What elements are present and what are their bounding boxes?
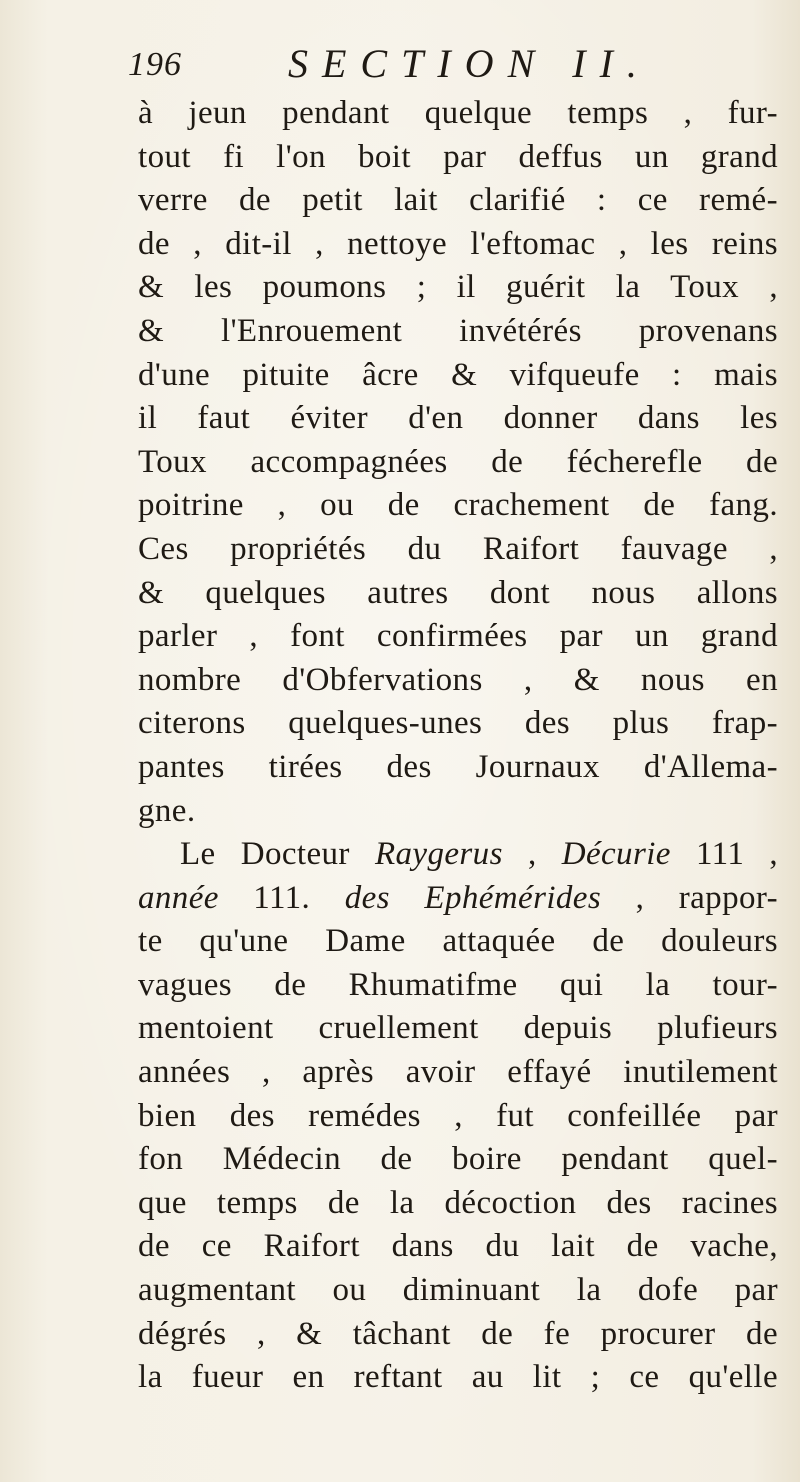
text-line: [138, 397, 778, 441]
italic-text: Décurie: [561, 836, 671, 873]
text-segment: vagues de Rhumatifme qui la tour-: [138, 966, 778, 1003]
text-line: [138, 310, 778, 354]
text-segment: , rappor-: [601, 879, 778, 916]
text-line: [138, 528, 778, 572]
text-line: [138, 1138, 778, 1182]
text-segment: mentoient cruellement depuis plufieurs: [138, 1010, 778, 1047]
text-segment: & quelques autres dont nous allons: [138, 574, 778, 611]
text-line: [138, 790, 778, 834]
text-line: [138, 441, 778, 485]
text-segment: bien des remédes , fut confeillée par: [138, 1097, 778, 1134]
text-line: [138, 1182, 778, 1226]
text-line: [138, 877, 778, 921]
text-line: [138, 223, 778, 267]
italic-text: Raygerus: [374, 836, 503, 873]
text-line: [138, 136, 778, 180]
text-line: [138, 833, 778, 877]
text-segment: de , dit-il , nettoye l'eftomac , les reins: [138, 225, 778, 262]
text-segment: de ce Raifort dans du lait de vache,: [138, 1228, 778, 1265]
running-head: SECTION II.: [288, 41, 651, 86]
text-line: [138, 1269, 778, 1313]
text-line: [138, 266, 778, 310]
text-line: [138, 1225, 778, 1269]
text-segment: gne.: [138, 792, 196, 829]
text-segment: te qu'une Dame attaquée de douleurs: [138, 923, 778, 960]
text-line: [138, 746, 778, 790]
page-number: 196: [128, 46, 182, 83]
text-segment: fon Médecin de boire pendant quel-: [138, 1141, 778, 1178]
text-line: [138, 615, 778, 659]
italic-text: année: [138, 879, 219, 916]
text-segment: Le Docteur: [180, 836, 375, 873]
text-line: [138, 1356, 778, 1400]
text-segment: que temps de la décoction des racines: [138, 1184, 778, 1221]
text-segment: à jeun pendant quelque temps , fur-: [138, 95, 778, 131]
page-header: [128, 40, 688, 100]
text-segment: d'une pituite âcre & vifqueufe : mais: [138, 356, 778, 393]
text-line: [138, 659, 778, 703]
text-segment: dégrés , & tâchant de fe procurer de: [138, 1315, 778, 1352]
text-line: [138, 1051, 778, 1095]
body-text: [138, 92, 778, 1400]
text-segment: poitrine , ou de crachement de fang.: [138, 487, 778, 524]
text-segment: augmentant ou diminuant la dofe par: [138, 1272, 778, 1309]
text-line: [138, 1313, 778, 1357]
text-line: [138, 572, 778, 616]
text-line: [138, 964, 778, 1008]
text-line: [138, 179, 778, 223]
text-line: [138, 1095, 778, 1139]
text-line: [138, 702, 778, 746]
text-segment: tout fi l'on boit par deffus un grand: [138, 138, 778, 175]
text-line: [138, 920, 778, 964]
text-segment: pantes tirées des Journaux d'Allema-: [138, 748, 778, 785]
text-segment: & l'Enrouement invétérés provenans: [138, 312, 778, 349]
text-line: [138, 92, 778, 136]
text-segment: la fueur en reftant au lit ; ce qu'elle: [138, 1359, 778, 1396]
text-segment: il faut éviter d'en donner dans les: [138, 400, 778, 437]
text-line: [138, 484, 778, 528]
text-segment: parler , font confirmées par un grand: [138, 618, 778, 655]
italic-text: des Ephémérides: [344, 879, 602, 916]
text-segment: & les poumons ; il guérit la Toux ,: [138, 269, 778, 306]
text-segment: ,: [502, 836, 562, 873]
text-segment: Ces propriétés du Raifort fauvage ,: [138, 530, 778, 567]
text-segment: 111 ,: [670, 836, 778, 873]
text-segment: nombre d'Obfervations , & nous en: [138, 661, 778, 698]
text-segment: 111.: [218, 879, 345, 916]
text-segment: verre de petit lait clarifié : ce remé-: [138, 182, 778, 219]
text-segment: citerons quelques-unes des plus frap-: [138, 705, 778, 742]
text-segment: années , après avoir effayé inutilement: [138, 1054, 778, 1091]
text-segment: Toux accompagnées de fécherefle de: [138, 443, 778, 480]
text-line: [138, 354, 778, 398]
text-line: [138, 1007, 778, 1051]
